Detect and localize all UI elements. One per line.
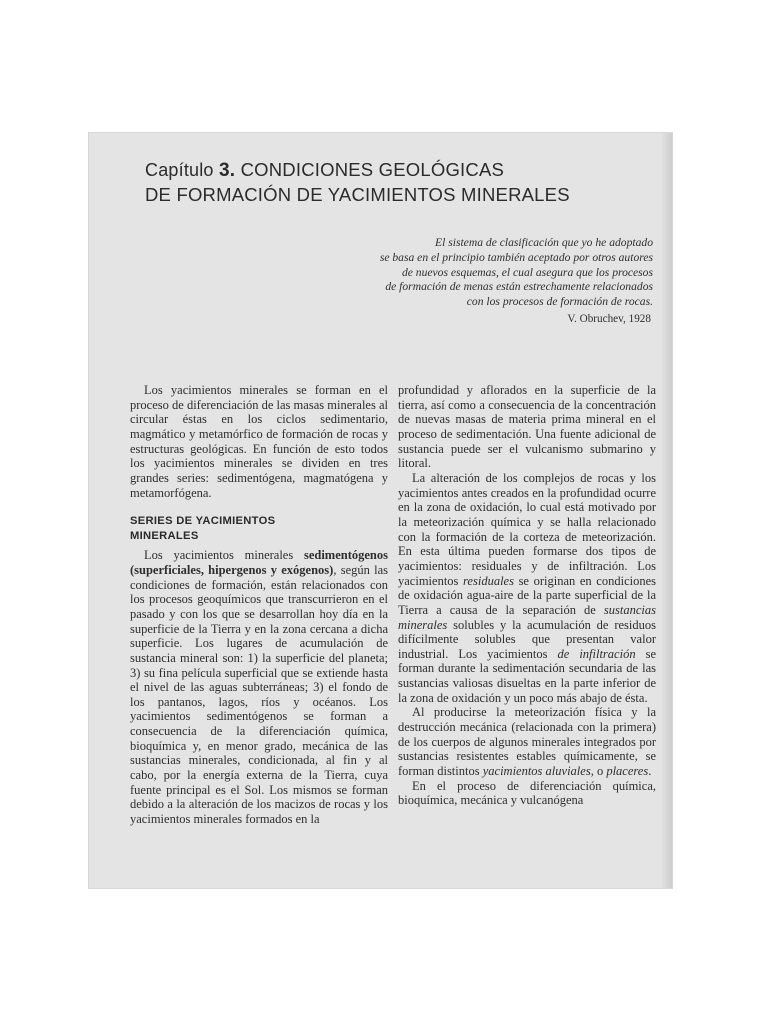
book-page bbox=[89, 133, 672, 888]
text-run: . bbox=[648, 764, 652, 779]
left-column bbox=[130, 383, 388, 827]
alteracion-paragraph bbox=[398, 471, 656, 706]
epigraph-line: con los procesos de formación de rocas. bbox=[466, 295, 653, 309]
italic-term: sustancias minerales bbox=[398, 602, 656, 632]
epigraph-line: de nuevos esquemas, el cual asegura que los procesos bbox=[401, 265, 653, 279]
italic-term: placeres bbox=[606, 764, 649, 779]
meteorizacion-paragraph bbox=[398, 705, 656, 778]
bold-term: sedimentógenos (superficiales, hipergenos y exógenos) bbox=[130, 548, 388, 577]
epigraph-line: se basa en el principio también aceptado por otros autores bbox=[379, 250, 653, 264]
italic-term: yacimientos aluviales bbox=[482, 764, 591, 779]
chapter-title-line2: DE FORMACIÓN DE YACIMIENTOS MINERALES bbox=[145, 184, 570, 205]
section-heading bbox=[130, 514, 388, 544]
section-heading-line2: MINERALES bbox=[130, 530, 199, 543]
text-run: , o bbox=[590, 764, 607, 779]
intro-paragraph: Los yacimientos minerales se forman en el proceso de diferenciación de las masas minerales al circular éstas en los ciclos sedimentario, magmático y metamórfico de formación de rocas y estructuras geológicas. En función de esto todos los yacimientos minerales se dividen en tres grandes series: sedimentógena, magmatógena y metamorfógena. bbox=[130, 383, 388, 500]
text-run: , según las condiciones de formación, están relacionados con los procesos geoquímicos que transcurrieron en el pasado y con los que se desarrollan hoy día en la superficie de la Tierra y en la zona cercana a dicha superficie. Los lugares de acumulación de sustancia mineral son: 1) la superficie del planeta; 3) su fina película superficial que se extiende hasta el nivel de las aguas subterráneas; 3) el fondo de los pantanos, lagos, ríos y océanos. Los yacimientos sedimentógenos se forman a consecuencia de la diferenciación química, bioquímica y, en menor grado, mecánica de las sustancias minerales, condicionada, al fin y al cabo, por la energía externa de la Tierra, cuya fuente principal es el Sol. Los mismos se forman debido a la alteración de los macizos de rocas y los yacimientos minerales formados en la bbox=[130, 562, 388, 827]
text-run: se forman durante la sedimentación secundaria de las sustancias valiosas disueltas en la parte inferior de la zona de oxidación y un poco más abajo de ésta. bbox=[398, 646, 656, 705]
epigraph-author: V. Obruchev, 1928 bbox=[567, 312, 651, 325]
chapter-title-line1: CONDICIONES GEOLÓGICAS bbox=[240, 159, 505, 180]
continued-paragraph: profundidad y aflorados en la superficie de la tierra, así como a consecuencia de la concentración de nuevas masas de materia prima mineral en el proceso de sedimentación. Una fuente adicional de sustancia puede ser el vulcanismo submarino y litoral. bbox=[398, 383, 656, 471]
sedimentogenos-paragraph bbox=[130, 548, 388, 826]
text-run: Los yacimientos minerales bbox=[144, 548, 304, 563]
right-column bbox=[398, 383, 656, 808]
italic-term: residuales bbox=[463, 573, 514, 588]
italic-term: de infiltración bbox=[557, 646, 636, 661]
epigraph-line: de formación de menas están estrechamente relacionados bbox=[385, 280, 653, 294]
chapter-number: 3. bbox=[219, 160, 236, 181]
text-run: se originan en condiciones de oxidación agua-aire de la parte superficial de la Tierra a causa de la separación de bbox=[398, 573, 656, 617]
section-heading-line1: SERIES DE YACIMIENTOS bbox=[130, 515, 276, 528]
chapter-label: Capítulo bbox=[145, 160, 214, 180]
text-run: La alteración de los complejos de rocas y los yacimientos antes creados en la profundidad ocurre en la zona de oxidación, lo cual está motivado por la meteorización química y se halla relacionado con la formación de la corteza de meteorización. En esta última pueden formarse dos tipos de yacimientos: residuales y de infiltración. Los yacimientos bbox=[398, 470, 656, 588]
epigraph-line: El sistema de clasificación que yo he adoptado bbox=[435, 236, 653, 249]
text-run: Al producirse la meteorización física y la destrucción mecánica (relacionada con la primera) de los cuerpos de algunos minerales integrados por sustancias resistentes estables químicamente, se forman distintos bbox=[398, 705, 656, 779]
text-run: solubles y la acumulación de residuos difícilmente solubles que presentan valor industrial. Los yacimientos bbox=[398, 617, 656, 661]
chapter-heading bbox=[145, 158, 665, 207]
diferenciacion-paragraph: En el proceso de diferenciación química, bioquímica, mecánica y vulcanógena bbox=[398, 778, 656, 808]
epigraph bbox=[293, 236, 653, 327]
